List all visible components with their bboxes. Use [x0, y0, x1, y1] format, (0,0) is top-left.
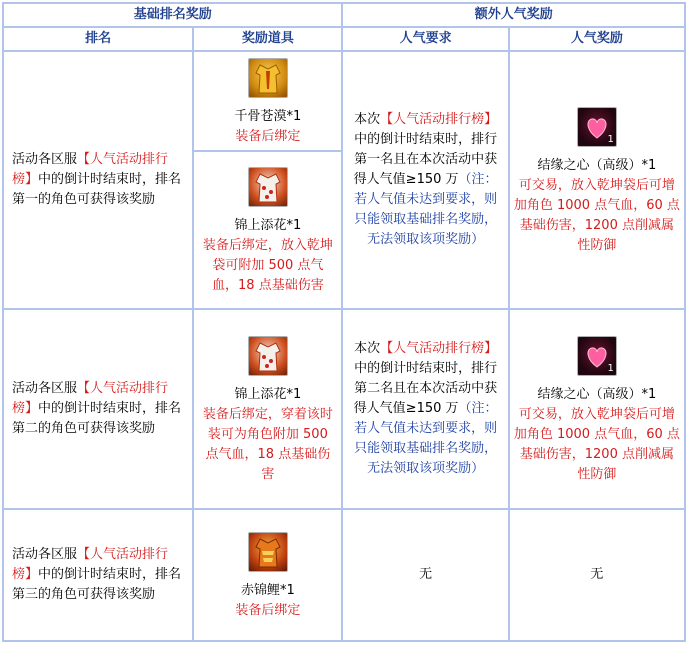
requirement-cell: 本次【人气活动排行榜】中的倒计时结束时，排行第二名且在本次活动中获得人气值≥150 万（注：若人气值未达到要求，则只能领取基础排名奖励，无法领取该项奖励）: [343, 310, 507, 508]
item-cell: [194, 310, 341, 508]
item-cell: [194, 152, 341, 308]
header-row-top: [4, 4, 684, 26]
popularity-reward-cell: [510, 310, 684, 508]
item-desc: 装备后绑定，穿着该时装可为角色附加 500 点气血，18 点基础伤害: [202, 407, 333, 482]
item-cell: [194, 52, 341, 150]
table-row-rank2: [4, 310, 684, 508]
rank-cell: 活动各区服【人气活动排行榜】中的倒计时结束时，排名第一的角色可获得该奖励: [4, 52, 192, 308]
ranking-link[interactable]: 【人气活动排行榜】: [380, 112, 498, 127]
reward-desc: 可交易，放入乾坤袋后可增加角色 1000 点气血，60 点基础伤害，1200 点削减属性防御: [513, 407, 680, 482]
reward-name: 结缘之心（高级）*1: [537, 158, 657, 173]
ranking-link[interactable]: 【人气活动排行榜】: [12, 381, 169, 416]
requirement-note: （注：若人气值未达到要求，则只能领取基础排名奖励，无法领取该项奖励）: [354, 172, 498, 247]
robe-carp-icon: [248, 532, 288, 572]
ranking-link[interactable]: 【人气活动排行榜】: [12, 152, 169, 187]
heart-icon: 1: [577, 107, 617, 147]
item-cell: [194, 510, 341, 640]
requirement-cell: 无: [343, 510, 507, 640]
item-name: 千骨苍漠*1: [234, 109, 302, 124]
reward-name: 结缘之心（高级）*1: [537, 387, 657, 402]
header-row-sub: [4, 28, 684, 50]
item-name: 赤锦鲤*1: [240, 583, 295, 598]
requirement-cell: 本次【人气活动排行榜】中的倒计时结束时，排行第一名且在本次活动中获得人气值≥150 万（注：若人气值未达到要求，则只能领取基础排名奖励，无法领取该项奖励）: [343, 52, 507, 308]
item-desc: 装备后绑定，放入乾坤袋可附加 500 点气血，18 点基础伤害: [202, 238, 333, 293]
requirement-header: 人气要求: [343, 28, 507, 50]
reward-table: [2, 2, 686, 642]
popularity-reward-header: 人气奖励: [510, 28, 684, 50]
item-name: 锦上添花*1: [234, 387, 302, 402]
table-row-rank1: [4, 52, 684, 150]
heart-icon: 1: [577, 336, 617, 376]
rank-cell: 活动各区服【人气活动排行榜】中的倒计时结束时，排名第二的角色可获得该奖励: [4, 310, 192, 508]
robe-gold-icon: [248, 58, 288, 98]
item-desc: 装备后绑定: [235, 603, 301, 618]
ranking-link[interactable]: 【人气活动排行榜】: [12, 547, 169, 582]
popularity-reward-cell: 无: [510, 510, 684, 640]
requirement-note: （注：若人气值未达到要求，则只能领取基础排名奖励，无法领取该项奖励）: [354, 401, 498, 476]
rank-cell: 活动各区服【人气活动排行榜】中的倒计时结束时，排名第三的角色可获得该奖励: [4, 510, 192, 640]
rank-header: 排名: [4, 28, 192, 50]
reward-desc: 可交易，放入乾坤袋后可增加角色 1000 点气血，60 点基础伤害，1200 点削减属性防御: [513, 178, 680, 253]
basic-reward-header: 基础排名奖励: [4, 4, 341, 26]
item-desc: 装备后绑定: [235, 129, 301, 144]
table-row-rank3: [4, 510, 684, 640]
item-name: 锦上添花*1: [234, 218, 302, 233]
robe-floral-icon: [248, 167, 288, 207]
extra-reward-header: 额外人气奖励: [343, 4, 684, 26]
popularity-reward-cell: [510, 52, 684, 308]
items-header: 奖励道具: [194, 28, 341, 50]
robe-floral-icon: [248, 336, 288, 376]
ranking-link[interactable]: 【人气活动排行榜】: [380, 341, 498, 356]
